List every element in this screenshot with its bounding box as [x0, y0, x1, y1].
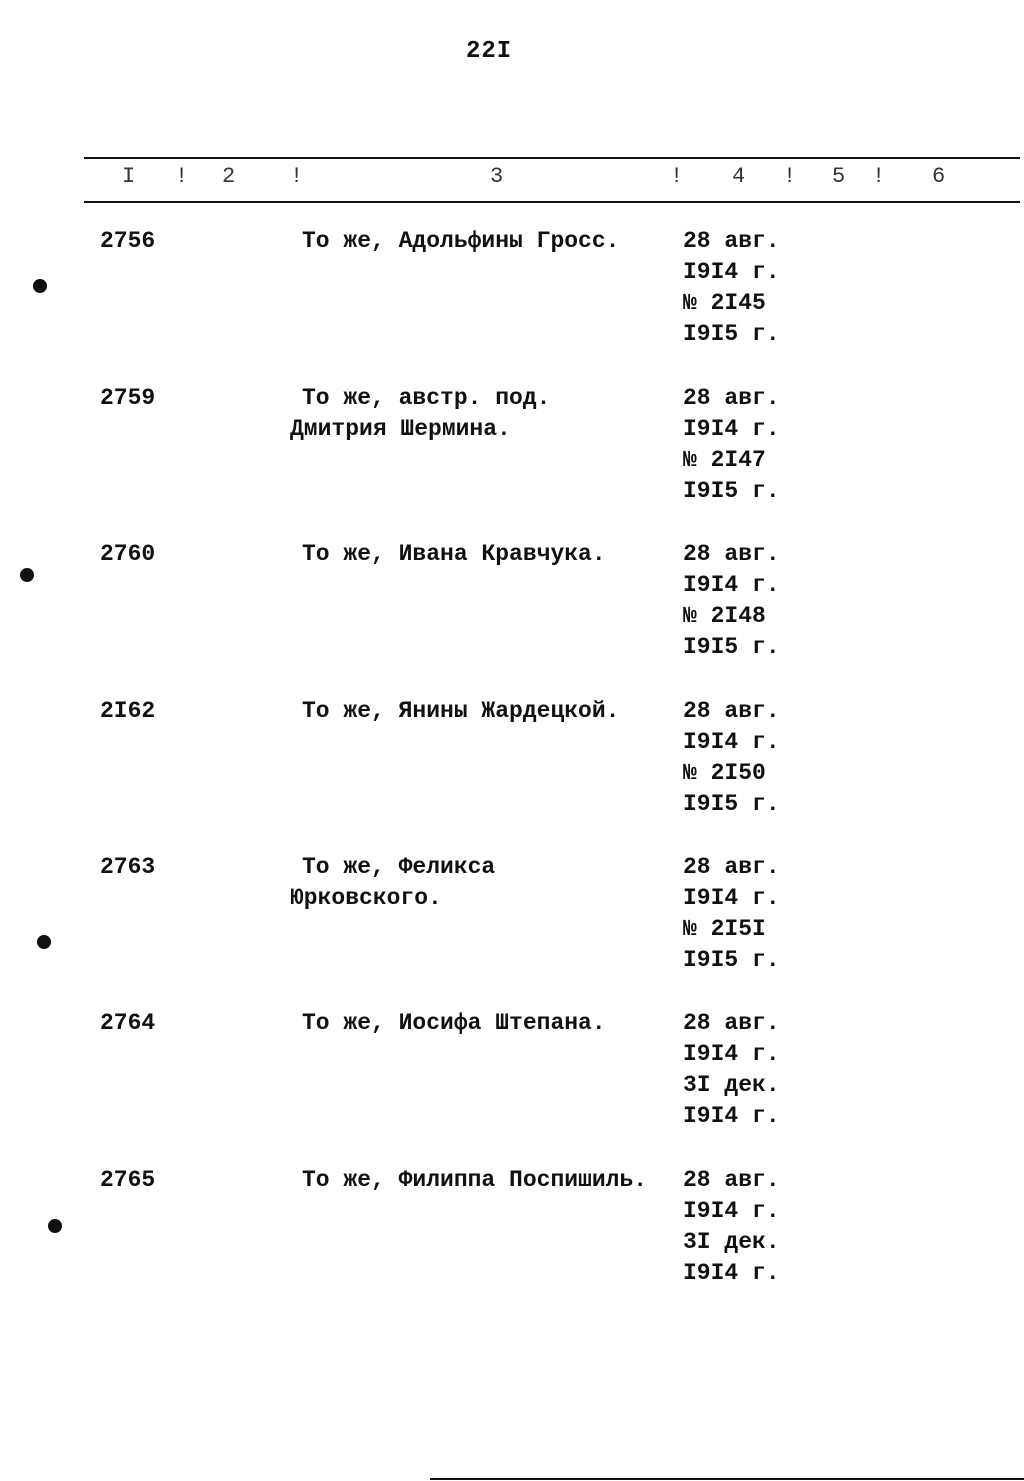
column-header-1: I — [122, 164, 136, 189]
entry-description: То же, австр. под. Дмитрия Шермина. — [290, 385, 551, 442]
date-line: 28 авг. — [683, 1167, 780, 1193]
entry-number: 2764 — [100, 1010, 156, 1036]
date-line: I9I5 г. — [683, 321, 780, 347]
punch-hole-mark — [33, 279, 47, 293]
page-number: 22I — [466, 38, 513, 65]
entry-description: То же, Ивана Кравчука. — [302, 541, 606, 567]
entry-description: То же, Феликса Юрковского. — [290, 854, 496, 911]
entry-date — [683, 226, 780, 350]
date-line: 3I дек. — [683, 1072, 780, 1098]
column-separator: ! — [872, 164, 886, 189]
date-line: 28 авг. — [683, 1010, 780, 1036]
date-line: 28 авг. — [683, 854, 780, 880]
entry-date — [683, 383, 780, 507]
date-line: № 2I47 — [683, 447, 766, 473]
bottom-rule — [430, 1478, 1024, 1480]
column-header-3: 3 — [490, 164, 504, 189]
date-line: I9I4 г. — [683, 1103, 780, 1129]
date-line: № 2I48 — [683, 603, 766, 629]
date-line: 3I дек. — [683, 1229, 780, 1255]
column-header-4: 4 — [732, 164, 746, 189]
date-line: I9I4 г. — [683, 729, 780, 755]
date-line: I9I5 г. — [683, 791, 780, 817]
date-line: I9I4 г. — [683, 572, 780, 598]
date-line: 28 авг. — [683, 541, 780, 567]
column-separator: ! — [783, 164, 797, 189]
date-line: 28 авг. — [683, 228, 780, 254]
date-line: I9I5 г. — [683, 947, 780, 973]
punch-hole-mark — [48, 1219, 62, 1233]
date-line: I9I4 г. — [683, 885, 780, 911]
date-line: I9I4 г. — [683, 416, 780, 442]
column-header-6: 6 — [932, 164, 946, 189]
entry-number: 2760 — [100, 541, 156, 567]
date-line: 28 авг. — [683, 385, 780, 411]
entry-description: То же, Адольфины Гросс. — [302, 228, 620, 254]
date-line: 28 авг. — [683, 698, 780, 724]
date-line: № 2I5I — [683, 916, 766, 942]
punch-hole-mark — [20, 568, 34, 582]
date-line: I9I4 г. — [683, 259, 780, 285]
entry-date — [683, 852, 780, 976]
entry-date — [683, 696, 780, 820]
column-header-2: 2 — [222, 164, 236, 189]
entry-date — [683, 1008, 780, 1132]
date-line: I9I4 г. — [683, 1041, 780, 1067]
column-separator: ! — [175, 164, 189, 189]
entry-date — [683, 1165, 780, 1289]
entry-number: 2759 — [100, 385, 156, 411]
date-line: I9I5 г. — [683, 634, 780, 660]
column-header-5: 5 — [832, 164, 846, 189]
date-line: № 2I45 — [683, 290, 766, 316]
header-top-rule — [84, 157, 1020, 159]
date-line: I9I4 г. — [683, 1260, 780, 1286]
entry-description: То же, Иосифа Штепана. — [302, 1010, 606, 1036]
entry-description: То же, Филиппа Поспишиль. — [302, 1167, 648, 1193]
column-separator: ! — [290, 164, 304, 189]
header-bottom-rule — [84, 201, 1020, 203]
column-separator: ! — [670, 164, 684, 189]
entry-number: 2I62 — [100, 698, 156, 724]
date-line: I9I4 г. — [683, 1198, 780, 1224]
entry-number: 2763 — [100, 854, 156, 880]
date-line: № 2I50 — [683, 760, 766, 786]
punch-hole-mark — [37, 935, 51, 949]
entry-number: 2756 — [100, 228, 156, 254]
entry-number: 2765 — [100, 1167, 156, 1193]
entry-description: То же, Янины Жардецкой. — [302, 698, 620, 724]
date-line: I9I5 г. — [683, 478, 780, 504]
entry-date — [683, 539, 780, 663]
